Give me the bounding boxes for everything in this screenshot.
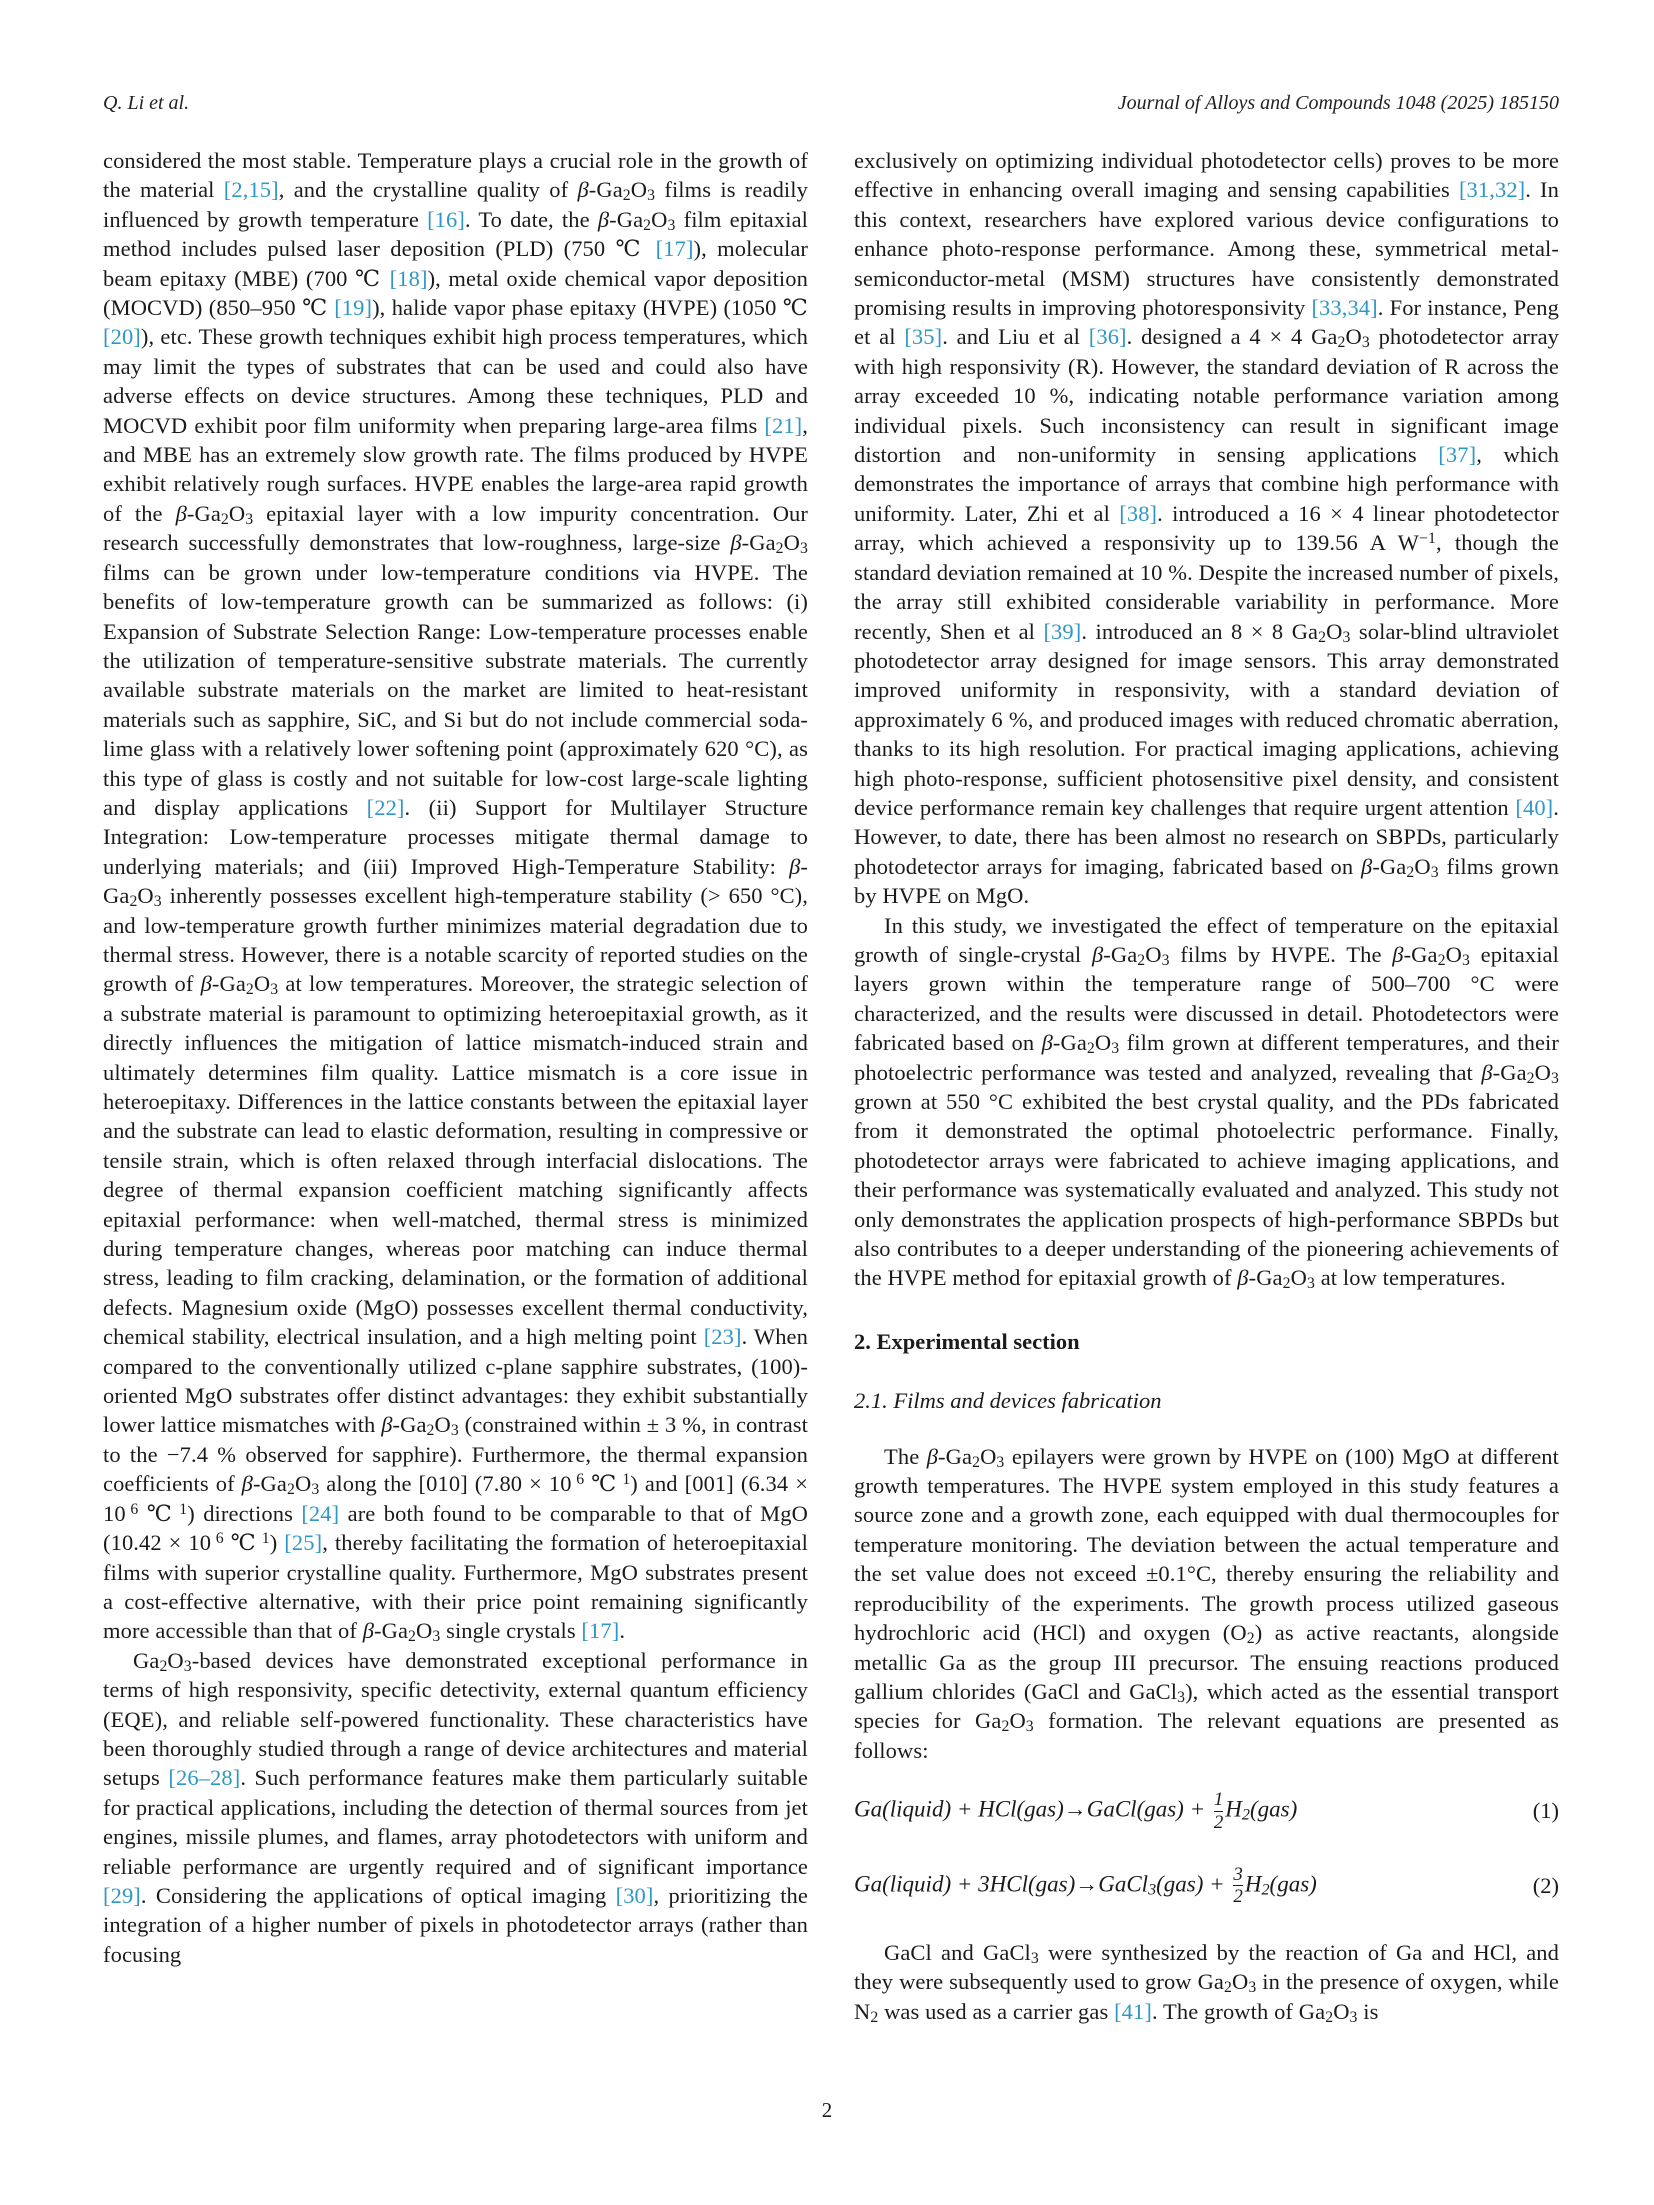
paragraph: $Ga_2O_3$-based devices have demonstrated exceptional performance in terms of high responsivity, specific detectivity, external quantum efficiency (EQE), and reliable self-powered functionality. These characteristics have been thoroughly studied through a range of device architectures and material setups [26–28]. Such performance features make them particularly suitable for practical applications, including the detection of thermal sources from jet engines, missile plumes, and flames, array photodetectors with uniform and reliable performance are urgently required and of significant importance [29]. Considering the applications of optical imaging [30], prioritizing the integration of a higher number of pixels in photodetector arrays (rather than focusing [103,1647,808,1967]
citation-link[interactable]: [41] [1114,1998,1152,2024]
two-column-body [103,146,1559,2026]
running-head-authors: Q. Li et al. [103,92,190,114]
citation-link[interactable]: [39] [1043,618,1082,644]
citation-link[interactable]: [18] [389,265,428,291]
equation-number: (1) [1532,1798,1559,1824]
page-number: 2 [821,2098,833,2122]
equation-number: (2) [1532,1872,1559,1898]
citation-link[interactable]: [29] [103,1882,141,1908]
citation-link[interactable]: [19] [334,295,373,321]
equation [854,1864,1559,1908]
equation [854,1789,1559,1833]
running-head-journal: Journal of Alloys and Compounds 1048 (2025) 185150 [1117,92,1559,114]
subsection-heading: 2.1. Films and devices fabrication [854,1388,1162,1414]
paragraph: exclusively on optimizing individual photodetector cells) proves to be more effective in enhancing overall imaging and sensing capabilities [31,32]. In this context, researchers have explored various device configurations to enhance photo-response performance. Among these, symmetrical metal-semiconductor-metal (MSM) structures have consistently demonstrated promising results in improving photoresponsivity [33,34]. For instance, Peng et al [35]. and Liu et al [36]. designed a 4 × 4 $Ga_2O_3$ photodetector array with high responsivity (R). However, the standard deviation of R across the array exceeded 10 %, indicating notable performance variation among individual pixels. Such inconsistency can result in significant image distortion and non-uniformity in sensing applications [37], which demonstrates the importance of arrays that combine high performance with uniformity. Later, Zhi et al [38]. introduced a 16 × 4 linear photodetector array, which achieved a responsivity up to 139.56 A $W^{-1}$, though the standard deviation remained at 10 %. Despite the increased number of pixels, the array still exhibited considerable variability in performance. More recently, Shen et al [39]. introduced an 8 × 8 $Ga_2O_3$ solar-blind ultraviolet photodetector array designed for image sensors. This array demonstrated improved uniformity in responsivity, with a standard deviation of approximately 6 %, and produced images with reduced chromatic aberration, thanks to its high resolution. For practical imaging applications, achieving high photo-response, sufficient photosensitive pixel density, and consistent device performance remain key challenges that require urgent attention [40]. However, to date, there has been almost no research on SBPDs, particularly photodetector arrays for imaging, fabricated based on $\beta-Ga_2O_3$ films grown by HVPE on MgO. [854,148,1560,909]
paragraph: The $\beta-Ga_2O_3$ epilayers were grown by HVPE on (100) MgO at different growth temperatures. The HVPE system employed in this study features a source zone and a growth zone, each equipped with dual thermocouples for temperature monitoring. The deviation between the actual temperature and the set value does not exceed ±0.1°C, thereby ensuring the reliability and reproducibility of the experiments. The growth process utilized gaseous hydrochloric acid (HCl) and oxygen $(O_2)$ as active reactants, alongside metallic Ga as the group III precursor. The ensuing reactions produced gallium chlorides (GaCl and GaCl$_3$), which acted as the essential transport species for $Ga_2O_3$ formation. The relevant equations are presented as follows: [854,1443,1560,1763]
citation-link[interactable]: [35] [904,324,943,350]
citation-link[interactable]: [23] [703,1324,742,1350]
citation-link[interactable]: [20] [103,324,141,350]
citation-link[interactable]: [30] [615,1882,654,1908]
citation-link[interactable]: [17] [581,1618,620,1644]
citation-link[interactable]: [21] [764,412,803,438]
citation-link[interactable]: [37] [1438,442,1477,468]
running-head [103,92,1559,115]
equation-body: Ga(liquid) + 3HCl(gas)→GaCl$_3$(gas) + $\frac{3}{2}$ $H_2(gas)$ [854,1863,1317,1908]
paragraph: GaCl and GaCl$_3$ were synthesized by the reaction of Ga and HCl, and they were subsequently used to grow $Ga_2O_3$ in the presence of oxygen, while $N_2$ was used as a carrier gas [41]. The growth of $Ga_2O_3$ is [854,1939,1559,2026]
citation-link[interactable]: [2,15] [223,177,279,203]
page-footer [0,2098,1654,2123]
citation-link[interactable]: [31,32] [1458,177,1526,203]
citation-link[interactable]: [22] [366,794,405,820]
citation-link[interactable]: [16] [427,206,465,232]
section-heading: 2. Experimental section [854,1328,1080,1354]
paragraph: considered the most stable. Temperature plays a crucial role in the growth of the material [2,15], and the crystalline quality of $\beta-Ga_2O_3$ films is readily influenced by growth temperature [16]. To date, the $\beta-Ga_2O_3$ film epitaxial method includes pulsed laser deposition (PLD) (750 ℃ [17]), molecular beam epitaxy (MBE) (700 ℃ [18]), metal oxide chemical vapor deposition (MOCVD) (850–950 ℃ [19]), halide vapor phase epitaxy (HVPE) (1050 ℃ [20]), etc. These growth techniques exhibit high process temperatures, which may limit the types of substrates that can be used and could also have adverse effects on device structures. Among these techniques, PLD and MOCVD exhibit poor film uniformity when preparing large-area films [21], and MBE has an extremely slow growth rate. The films produced by HVPE exhibit relatively rough surfaces. HVPE enables the large-area rapid growth of the $\beta-Ga_2O_3$ epitaxial layer with a low impurity concentration. Our research successfully demonstrates that low-roughness, large-size $\beta-Ga_2O_3$ films can be grown under low-temperature conditions via HVPE. The benefits of low-temperature growth can be summarized as follows: (i) Expansion of Substrate Selection Range: Low-temperature processes enable the utilization of temperature-sensitive substrate materials. The currently available substrate materials on the market are limited to heat-resistant materials such as sapphire, SiC, and Si but do not include commercial soda-lime glass with a relatively lower softening point (approximately 620 °C), as this type of glass is costly and not suitable for low-cost large-scale lighting and display applications [22]. (ii) Support for Multilayer Structure Integration: Low-temperature processes mitigate thermal damage to underlying materials; and (iii) Improved High-Temperature Stability: $\beta-Ga_2O_3$ inherently possesses excellent high-temperature stability (> 650 °C), and low-temperature growth further minimizes material degradation due to thermal stress. However, there is a notable scarcity of reported studies on the growth of $\beta-Ga_2O_3$ at low temperatures. Moreover, the strategic selection of a substrate material is paramount to optimizing heteroepitaxial growth, as it directly influences the mitigation of lattice mismatch-induced strain and ultimately determines film quality. Lattice mismatch is a core issue in heteroepitaxy. Differences in the lattice constants between the epitaxial layer and the substrate can lead to elastic deformation, resulting in compressive or tensile strain, which is often relaxed through interfacial dislocations. The degree of thermal expansion coefficient matching significantly affects epitaxial performance: when well-matched, thermal stress is minimized during temperature changes, whereas poor matching can induce thermal stress, leading to film cracking, delamination, or the formation of additional defects. Magnesium oxide (MgO) possesses excellent thermal conductivity, chemical stability, electrical insulation, and a high melting point [23]. When compared to the conventionally utilized c-plane sapphire substrates, (100)-oriented MgO substrates offer distinct advantages: they exhibit substantially lower lattice mismatches with $\beta-Ga_2O_3$ (constrained within ± 3 %, in contrast to the −7.4 % observed for sapphire). Furthermore, the thermal expansion coefficients of $\beta-Ga_2O_3$ along the [010] (7.80 × 10 $^6$ ℃ $^1$) and [001] (6.34 × 10 $^6$ ℃ $^1$) directions [24] are both found to be comparable to that of MgO (10.42 × 10 $^6$ ℃ $^1$) [25], thereby facilitating the formation of heteroepitaxial films with superior crystalline quality. Furthermore, MgO substrates present a cost-effective alternative, with their price point remaining significantly more accessible than that of $\beta-Ga_2O_3$ single crystals [17]. [103,148,809,1646]
paragraph: In this study, we investigated the effect of temperature on the epitaxial growth of single-crystal $\beta-Ga_2O_3$ films by HVPE. The $\beta-Ga_2O_3$ epitaxial layers grown within the temperature range of 500–700 °C were characterized, and the results were discussed in detail. Photodetectors were fabricated based on $\beta-Ga_2O_3$ film grown at different temperatures, and their photoelectric performance was tested and analyzed, revealing that $\beta-Ga_2O_3$ grown at 550 °C exhibited the best crystal quality, and the PDs fabricated from it demonstrated the optimal photoelectric performance. Finally, photodetector arrays were fabricated to achieve imaging applications, and their performance was systematically evaluated and analyzed. This study not only demonstrates the application prospects of high-performance SBPDs but also contributes to a deeper understanding of the pioneering achievements of the HVPE method for epitaxial growth of $\beta-Ga_2O_3$ at low temperatures. [854,912,1559,1293]
citation-link[interactable]: [36] [1088,324,1127,350]
equation-body: Ga(liquid) + HCl(gas)→GaCl(gas) + $\frac{1}{2}$ $H_2(gas)$ [854,1789,1298,1833]
citation-link[interactable]: [24] [301,1500,340,1526]
citation-link[interactable]: [40] [1515,794,1554,820]
left-column [103,146,808,2026]
right-column [854,146,1559,2026]
citation-link[interactable]: [26–28] [168,1765,241,1791]
citation-link[interactable]: [17] [655,236,694,262]
citation-link[interactable]: [38] [1119,500,1158,526]
citation-link[interactable]: [25] [284,1530,323,1556]
citation-link[interactable]: [33,34] [1311,295,1378,321]
